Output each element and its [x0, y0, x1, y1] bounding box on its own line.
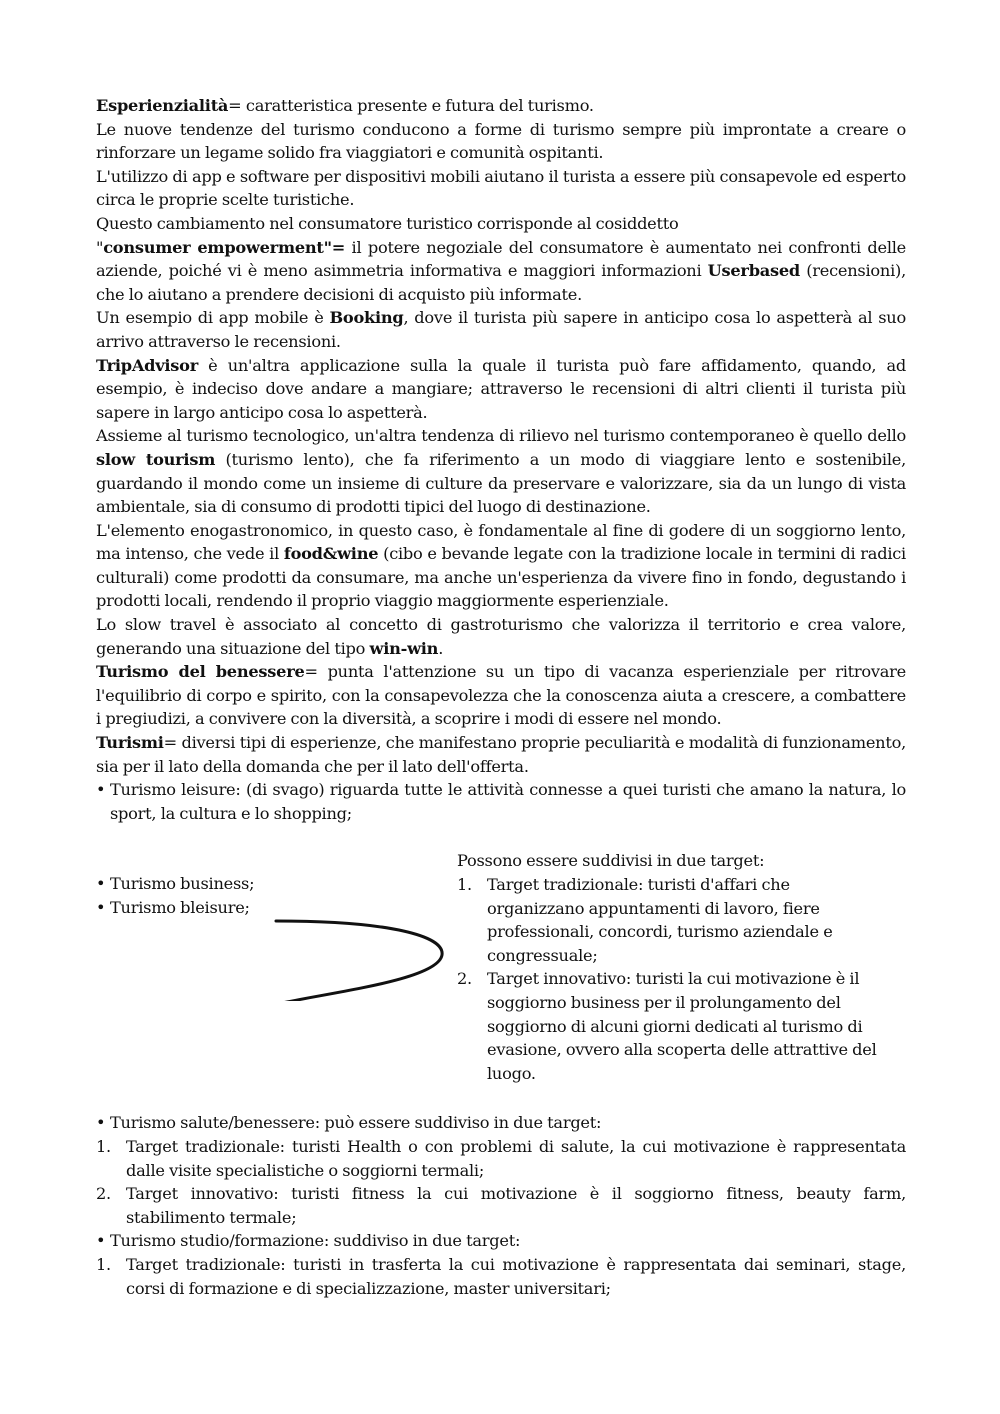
paragraph-turismo-benessere	[96, 660, 906, 731]
paragraph-slow-travel	[96, 613, 906, 660]
text-segment: L'elemento enogastronomico, in questo caso, è fondamentale al fine di godere di un soggiorno lento, ma intenso, che vede il	[96, 520, 906, 564]
bullet-text: Turismo leisure: (di svago) riguarda tutte le attività connesse a quei turisti che amano la natura, lo sport, la cultura e lo shopping;	[110, 780, 906, 823]
bullet-salute	[96, 1111, 906, 1135]
list-item-text: Target tradizionale: turisti d'affari che organizzano appuntamenti di lavoro, fiere professionali, concordi, turismo aziendale e congressuale;	[487, 875, 833, 965]
paragraph-booking	[96, 306, 906, 353]
business-targets	[457, 849, 877, 1085]
term-esperienzialita: Esperienzialità	[96, 96, 229, 115]
list-item	[457, 967, 877, 1085]
bullet-icon: •	[96, 874, 106, 894]
list-item	[96, 1182, 906, 1229]
paragraph-turismi	[96, 731, 906, 778]
term-turismo-benessere: Turismo del benessere	[96, 662, 305, 682]
term-consumer-empowerment: consumer empowerment"=	[103, 237, 346, 257]
paragraph-nuove-tendenze: Le nuove tendenze del turismo conducono a forme di turismo sempre più improntate a creare o rinforzare un legame solido fra viaggiatori e comunità ospitanti.	[96, 119, 906, 163]
term-food-wine: food&wine	[283, 544, 379, 564]
text-segment: è un'altra applicazione sulla la quale il turista può fare affidamento, quando, ad esempio, è indeciso dove andare a mangiare; attraverso le recensioni di altri clienti il turista più sapere in largo anticipo cosa lo aspetterà.	[96, 355, 906, 422]
bullet-icon: •	[96, 780, 106, 800]
text-segment: = diversi tipi di esperienze, che manifestano proprie peculiarità e modalità di funzionamento, sia per il lato della domanda che per il lato dell'offerta.	[96, 733, 906, 776]
list-item-text: Target innovativo: turisti fitness la cui motivazione è il soggiorno fitness, beauty farm, stabilimento termale;	[126, 1184, 906, 1227]
bullet-business	[96, 872, 296, 896]
text-segment: Un esempio di app mobile è	[96, 308, 330, 328]
salute-target-list	[96, 1135, 906, 1229]
term-userbased: Userbased	[707, 261, 800, 281]
paragraph-slow-tourism	[96, 424, 906, 518]
bullet-icon: •	[96, 1231, 106, 1251]
brace-arrow-icon	[270, 891, 450, 1001]
text-segment: (turismo lento), che fa riferimento a un modo di viaggiare lento e sostenibile, guardando il mondo come un insieme di culture da preservare e valorizzare, sia da un lungo di vista ambientale, sia di consumo di prodotti tipici del luogo di destinazione.	[96, 449, 906, 517]
text-segment: Lo slow travel è associato al concetto di gastroturismo che valorizza il territorio e crea valore, generando una situazione del tipo	[96, 615, 906, 658]
text-segment: , dove il turista più sapere in anticipo cosa lo aspetterà al suo arrivo attraverso le recensioni.	[96, 308, 906, 351]
document-page	[96, 94, 906, 1300]
bullet-leisure	[96, 778, 906, 825]
list-number: 1.	[96, 1254, 111, 1274]
list-number: 1.	[457, 875, 472, 894]
bullet-icon: •	[96, 1113, 106, 1133]
term-slow-tourism: slow tourism	[96, 449, 216, 469]
bullet-studio	[96, 1229, 906, 1253]
term-tripadvisor: TripAdvisor	[96, 355, 198, 375]
quote-mark: "	[96, 237, 104, 257]
text-segment: (cibo e bevande legate con la tradizione locale in termini di radici culturali) come prodotti da consumare, ma anche un'esperienza da vivere fino in fondo, degustando i prodotti locali, rendendo il proprio viaggio maggiormente esperienziale.	[96, 544, 906, 611]
text-segment: il potere negoziale del consumatore è aumentato nei confronti delle aziende, poiché vi è meno asimmetria informativa e maggiori informazioni	[96, 237, 907, 281]
text-segment: (recensioni), che lo aiutano a prendere decisioni di acquisto più informate.	[96, 261, 906, 304]
paragraph-esperienzialita	[96, 94, 906, 118]
text-segment: = punta l'attenzione su un tipo di vacanza esperienziale per ritrovare l'equilibrio di corpo e spirito, con la consapevolezza che la conoscenza aiuta a crescere, a combattere i pregiudizi, a convivere con la diversità, a scoprire i modi di essere nel mondo.	[96, 662, 907, 729]
bullet-text: Turismo studio/formazione: suddiviso in due target:	[110, 1231, 521, 1251]
text-segment: Assieme al turismo tecnologico, un'altra tendenza di rilievo nel turismo contemporaneo è quello dello	[96, 426, 906, 446]
bullet-bleisure	[96, 896, 296, 920]
bullet-text: Turismo salute/benessere: può essere suddiviso in due target:	[110, 1113, 602, 1133]
list-number: 1.	[96, 1137, 111, 1156]
paragraph-cambiamento: Questo cambiamento nel consumatore turistico corrisponde al cosiddetto	[96, 213, 679, 233]
bullet-icon: •	[96, 898, 106, 917]
paragraph-consumer-empowerment	[96, 236, 906, 307]
list-item-text: Target tradizionale: turisti Health o con problemi di salute, la cui motivazione è rappresentata dalle visite specialistiche o soggiorni termali;	[126, 1137, 906, 1180]
paragraph-enogastronomico	[96, 519, 906, 613]
term-win-win: win-win	[369, 638, 439, 658]
bullet-text: Turismo business;	[110, 874, 255, 894]
list-item-text: Target innovativo: turisti la cui motivazione è il soggiorno business per il prolungamento del soggiorno di alcuni giorni dedicati al turismo di evasione, ovvero alla scoperta delle attrattive del luogo.	[487, 969, 877, 1083]
business-target-list	[457, 873, 877, 1085]
paragraph-tripadvisor	[96, 354, 906, 425]
term-turismi: Turismi	[96, 733, 164, 753]
paragraph-app-software: L'utilizzo di app e software per dispositivi mobili aiutano il turista a essere più consapevole ed esperto circa le proprie scelte turistiche.	[96, 166, 906, 210]
list-item	[96, 1253, 906, 1300]
salute-studio-section	[96, 1101, 906, 1300]
term-booking: Booking	[329, 308, 404, 328]
bullet-text: Turismo bleisure;	[110, 898, 250, 917]
definition-text: = caratteristica presente e futura del turismo.	[228, 96, 594, 115]
business-bullets	[96, 872, 296, 919]
list-item-text: Target tradizionale: turisti in trasferta la cui motivazione è rappresentata dai seminari, stage, corsi di formazione e di specializzazione, master universitari;	[126, 1254, 906, 1298]
list-number: 2.	[96, 1184, 111, 1204]
list-number: 2.	[457, 969, 472, 989]
targets-intro: Possono essere suddivisi in due target:	[457, 851, 765, 871]
list-item	[457, 873, 877, 967]
studio-target-list	[96, 1253, 906, 1300]
business-section	[96, 825, 906, 1101]
list-item	[96, 1135, 906, 1182]
text-segment: .	[438, 638, 444, 658]
